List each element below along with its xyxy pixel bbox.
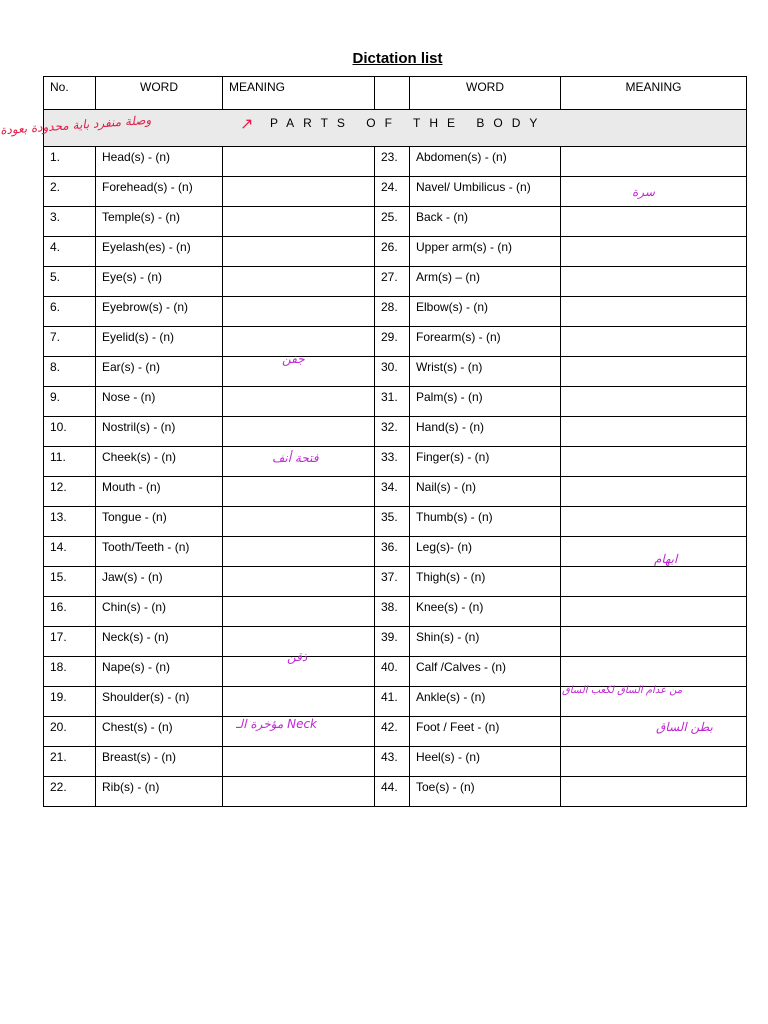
row-meaning (223, 297, 375, 327)
row-number: 13. (44, 507, 96, 537)
row-meaning-2 (561, 207, 747, 237)
row-meaning-2 (561, 147, 747, 177)
row-meaning (223, 567, 375, 597)
row-meaning (223, 177, 375, 207)
row-meaning-2 (561, 447, 747, 477)
table-row (44, 357, 747, 387)
row-word: Ear(s) - (n) (96, 357, 223, 387)
row-number: 12. (44, 477, 96, 507)
table-row (44, 387, 747, 417)
row-number-2: 31. (375, 387, 410, 417)
row-number: 19. (44, 687, 96, 717)
row-word-2: Thumb(s) - (n) (410, 507, 561, 537)
table-row (44, 297, 747, 327)
row-meaning (223, 747, 375, 777)
table-row (44, 477, 747, 507)
row-meaning-2 (561, 267, 747, 297)
row-word: Temple(s) - (n) (96, 207, 223, 237)
row-meaning-2 (561, 657, 747, 687)
row-number: 15. (44, 567, 96, 597)
row-number-2: 36. (375, 537, 410, 567)
table-row (44, 147, 747, 177)
row-meaning-2 (561, 237, 747, 267)
row-word: Nape(s) - (n) (96, 657, 223, 687)
row-number: 10. (44, 417, 96, 447)
row-number: 5. (44, 267, 96, 297)
row-number: 17. (44, 627, 96, 657)
table-row (44, 747, 747, 777)
header-word-2: WORD (410, 77, 561, 110)
row-number-2: 28. (375, 297, 410, 327)
row-word: Eye(s) - (n) (96, 267, 223, 297)
handwritten-nape: مؤخرة الـ Neck (236, 717, 318, 731)
row-meaning-2 (561, 717, 747, 747)
row-meaning (223, 687, 375, 717)
table-row (44, 507, 747, 537)
row-number: 3. (44, 207, 96, 237)
row-word: Eyebrow(s) - (n) (96, 297, 223, 327)
row-number-2: 41. (375, 687, 410, 717)
row-number: 21. (44, 747, 96, 777)
row-number: 14. (44, 537, 96, 567)
row-number: 2. (44, 177, 96, 207)
row-word: Breast(s) - (n) (96, 747, 223, 777)
row-number: 9. (44, 387, 96, 417)
row-meaning-2 (561, 777, 747, 807)
row-number: 20. (44, 717, 96, 747)
row-number: 6. (44, 297, 96, 327)
row-number-2: 37. (375, 567, 410, 597)
header-row (44, 77, 747, 110)
row-number: 4. (44, 237, 96, 267)
table-row (44, 417, 747, 447)
row-word: Shoulder(s) - (n) (96, 687, 223, 717)
row-word-2: Leg(s)- (n) (410, 537, 561, 567)
row-number-2: 33. (375, 447, 410, 477)
handwritten-section-note: وصلة منفرد باية محدودة بعودة (0, 112, 152, 138)
row-number: 8. (44, 357, 96, 387)
row-meaning (223, 537, 375, 567)
row-meaning-2 (561, 567, 747, 597)
row-word: Tooth/Teeth - (n) (96, 537, 223, 567)
table-row (44, 777, 747, 807)
row-meaning-2 (561, 327, 747, 357)
row-word-2: Upper arm(s) - (n) (410, 237, 561, 267)
row-meaning (223, 237, 375, 267)
row-number-2: 25. (375, 207, 410, 237)
row-word: Rib(s) - (n) (96, 777, 223, 807)
row-number-2: 39. (375, 627, 410, 657)
row-word-2: Ankle(s) - (n) (410, 687, 561, 717)
row-word: Chest(s) - (n) (96, 717, 223, 747)
row-word-2: Thigh(s) - (n) (410, 567, 561, 597)
row-word-2: Navel/ Umbilicus - (n) (410, 177, 561, 207)
table-row (44, 627, 747, 657)
handwritten-calf: بطن الساق (656, 720, 713, 734)
row-meaning (223, 417, 375, 447)
row-number-2: 34. (375, 477, 410, 507)
row-number-2: 26. (375, 237, 410, 267)
row-word: Eyelash(es) - (n) (96, 237, 223, 267)
row-word: Nose - (n) (96, 387, 223, 417)
row-number: 18. (44, 657, 96, 687)
row-meaning-2 (561, 297, 747, 327)
header-meaning: MEANING (223, 77, 375, 110)
table-row (44, 537, 747, 567)
row-word: Cheek(s) - (n) (96, 447, 223, 477)
row-word: Neck(s) - (n) (96, 627, 223, 657)
row-word: Forehead(s) - (n) (96, 177, 223, 207)
row-number-2: 24. (375, 177, 410, 207)
row-number-2: 40. (375, 657, 410, 687)
row-meaning-2 (561, 597, 747, 627)
row-meaning (223, 507, 375, 537)
row-word-2: Finger(s) - (n) (410, 447, 561, 477)
header-no: No. (44, 77, 96, 110)
row-meaning (223, 207, 375, 237)
row-meaning (223, 147, 375, 177)
row-word-2: Toe(s) - (n) (410, 777, 561, 807)
table-row (44, 447, 747, 477)
table-row (44, 327, 747, 357)
row-word: Nostril(s) - (n) (96, 417, 223, 447)
row-number-2: 30. (375, 357, 410, 387)
row-meaning (223, 477, 375, 507)
row-meaning-2 (561, 507, 747, 537)
table-row (44, 597, 747, 627)
row-meaning (223, 387, 375, 417)
row-word-2: Foot / Feet - (n) (410, 717, 561, 747)
row-word-2: Back - (n) (410, 207, 561, 237)
row-word: Tongue - (n) (96, 507, 223, 537)
row-number: 11. (44, 447, 96, 477)
row-word-2: Calf /Calves - (n) (410, 657, 561, 687)
handwritten-navel: سرة (632, 185, 655, 199)
row-number: 22. (44, 777, 96, 807)
row-word-2: Knee(s) - (n) (410, 597, 561, 627)
row-number-2: 35. (375, 507, 410, 537)
handwritten-shin: من عدام الساق لكعب الساق (562, 685, 683, 696)
table-row (44, 567, 747, 597)
table-row (44, 717, 747, 747)
row-word: Eyelid(s) - (n) (96, 327, 223, 357)
handwritten-nostril: فتحة أنف (272, 451, 319, 465)
row-number-2: 44. (375, 777, 410, 807)
table-row (44, 207, 747, 237)
header-no-2 (375, 77, 410, 110)
row-number-2: 43. (375, 747, 410, 777)
row-meaning-2 (561, 387, 747, 417)
row-number-2: 32. (375, 417, 410, 447)
row-number: 16. (44, 597, 96, 627)
row-meaning-2 (561, 357, 747, 387)
table-row (44, 237, 747, 267)
row-word-2: Wrist(s) - (n) (410, 357, 561, 387)
row-word-2: Heel(s) - (n) (410, 747, 561, 777)
row-number: 1. (44, 147, 96, 177)
row-word: Mouth - (n) (96, 477, 223, 507)
row-meaning (223, 267, 375, 297)
section-title: PARTS OF THE BODY (270, 116, 547, 130)
handwritten-eyelid: جفن (282, 352, 305, 366)
row-word-2: Forearm(s) - (n) (410, 327, 561, 357)
row-word-2: Elbow(s) - (n) (410, 297, 561, 327)
row-number: 7. (44, 327, 96, 357)
row-word-2: Abdomen(s) - (n) (410, 147, 561, 177)
arrow-icon: ↗ (240, 114, 254, 133)
row-number-2: 38. (375, 597, 410, 627)
row-meaning-2 (561, 417, 747, 447)
row-number-2: 42. (375, 717, 410, 747)
table-row (44, 267, 747, 297)
row-word-2: Arm(s) – (n) (410, 267, 561, 297)
row-word-2: Palm(s) - (n) (410, 387, 561, 417)
row-word-2: Hand(s) - (n) (410, 417, 561, 447)
table-row (44, 657, 747, 687)
page-title: Dictation list (352, 50, 443, 67)
row-word: Head(s) - (n) (96, 147, 223, 177)
header-meaning-2: MEANING (561, 77, 747, 110)
handwritten-thumb: ابهام (654, 552, 678, 566)
header-word: WORD (96, 77, 223, 110)
row-meaning-2 (561, 627, 747, 657)
row-meaning (223, 777, 375, 807)
row-word: Jaw(s) - (n) (96, 567, 223, 597)
row-word-2: Nail(s) - (n) (410, 477, 561, 507)
row-word-2: Shin(s) - (n) (410, 627, 561, 657)
row-number-2: 27. (375, 267, 410, 297)
row-word: Chin(s) - (n) (96, 597, 223, 627)
row-meaning-2 (561, 477, 747, 507)
handwritten-chin: ذقن (287, 650, 308, 664)
row-meaning (223, 597, 375, 627)
row-number-2: 29. (375, 327, 410, 357)
row-number-2: 23. (375, 147, 410, 177)
row-meaning-2 (561, 747, 747, 777)
